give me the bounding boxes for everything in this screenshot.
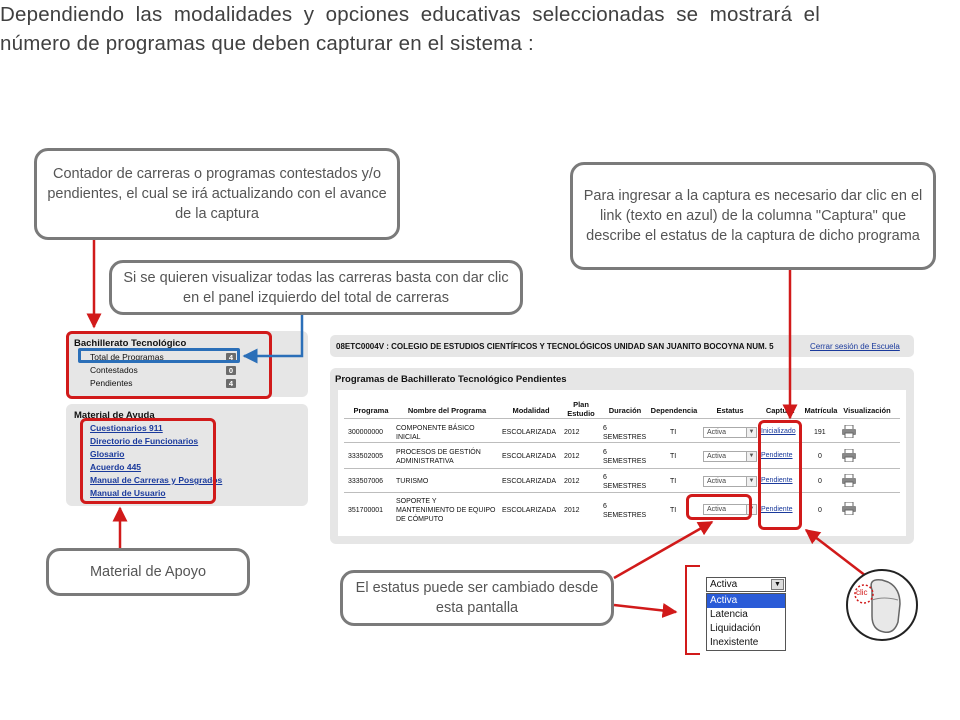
visualize-callout: Si se quieren visualizar todas las carreras basta con dar clic en el panel izquierdo del total de carreras bbox=[109, 260, 523, 315]
row3-status-value: Activa bbox=[707, 478, 727, 485]
row4-modalidad: ESCOLARIZADA bbox=[502, 507, 557, 514]
row3-programa: 333507006 bbox=[348, 478, 384, 485]
page-heading: Dependiendo las modalidades y opciones educativas seleccionadas se mostrará el número de programas que deben capturar en el sistema : bbox=[0, 3, 820, 55]
mouse-click-label: clic bbox=[856, 588, 868, 597]
col-header-plan: Plan Estudio bbox=[567, 400, 595, 418]
row4-status-value: Activa bbox=[707, 506, 727, 513]
help-link-manual-usuario[interactable]: Manual de Usuario bbox=[90, 488, 166, 498]
row4-programa: 351700001 bbox=[348, 507, 384, 514]
capture-callout: Para ingresar a la captura es necesario dar clic en el link (texto en azul) de la columna "Captura" que describe el estatus de la captura de dicho programa bbox=[570, 162, 936, 270]
row1-modalidad: ESCOLARIZADA bbox=[502, 429, 557, 436]
row1-plan: 2012 bbox=[564, 429, 580, 436]
mouse-arrow bbox=[806, 530, 866, 576]
status-option-liquidacion[interactable]: Liquidación bbox=[710, 623, 761, 634]
support-material-callout: Material de Apoyo bbox=[46, 548, 250, 596]
col-header-dependencia: Dependencia bbox=[650, 406, 698, 415]
chevron-down-icon: ▼ bbox=[746, 477, 756, 486]
row4-capture-link[interactable]: Pendiente bbox=[761, 506, 793, 513]
status-option-inexistente[interactable]: Inexistente bbox=[710, 637, 759, 648]
row3-plan: 2012 bbox=[564, 478, 580, 485]
col-header-modalidad: Modalidad bbox=[512, 406, 550, 415]
help-link-manual-carreras[interactable]: Manual de Carreras y Posgrados bbox=[90, 475, 223, 485]
total-programs-label[interactable]: Total de Programas bbox=[90, 352, 164, 362]
row3-capture-link[interactable]: Pendiente bbox=[761, 477, 793, 484]
help-link-cuestionarios[interactable]: Cuestionarios 911 bbox=[90, 423, 163, 433]
row1-duracion: 6 SEMESTRES bbox=[603, 425, 647, 441]
counter-callout: Contador de carreras o programas contestados y/o pendientes, el cual se irá actualizando con el avance de la captura bbox=[34, 148, 400, 240]
col-header-programa: Programa bbox=[353, 406, 389, 415]
dropdown-bracket bbox=[686, 566, 700, 654]
chevron-down-icon: ▼ bbox=[771, 579, 784, 590]
status-option-activa[interactable]: Activa bbox=[707, 594, 785, 608]
help-link-glosario[interactable]: Glosario bbox=[90, 449, 125, 459]
programs-panel-title: Programas de Bachillerato Tecnológico Pendientes bbox=[335, 374, 567, 385]
row1-capture-link[interactable]: Inicializado bbox=[761, 428, 796, 435]
total-programs-count: 4 bbox=[226, 353, 236, 362]
row2-capture-link[interactable]: Pendiente bbox=[761, 452, 793, 459]
sidebar-title: Bachillerato Tecnológico bbox=[74, 338, 187, 349]
row4-plan: 2012 bbox=[564, 507, 580, 514]
col-header-visualizacion: Visualización bbox=[843, 406, 891, 415]
status-callout: El estatus puede ser cambiado desde esta pantalla bbox=[340, 570, 614, 626]
logout-link[interactable]: Cerrar sesión de Escuela bbox=[810, 342, 900, 351]
school-name: 08ETC0004V : COLEGIO DE ESTUDIOS CIENTÍFICOS Y TECNOLÓGICOS UNIDAD SAN JUANITO BOCOYNA NUM. 5 bbox=[336, 342, 774, 351]
status-option-latencia[interactable]: Latencia bbox=[710, 609, 748, 620]
row4-matricula: 0 bbox=[818, 507, 822, 514]
row1-status-value: Activa bbox=[707, 429, 727, 436]
row2-nombre: PROCESOS DE GESTIÓN ADMINISTRATIVA bbox=[396, 449, 481, 465]
row2-duracion: 6 SEMESTRES bbox=[603, 449, 647, 465]
row3-dependencia: TI bbox=[670, 478, 677, 485]
row2-programa: 333502005 bbox=[348, 453, 384, 460]
row3-modalidad: ESCOLARIZADA bbox=[502, 478, 557, 485]
row3-matricula: 0 bbox=[818, 478, 822, 485]
status-dropdown-value: Activa bbox=[710, 579, 738, 590]
row4-nombre: SOPORTE Y MANTENIMIENTO DE EQUIPO DE CÓMPUTO bbox=[396, 498, 496, 523]
answered-programs-count: 0 bbox=[226, 366, 236, 375]
help-link-directorio[interactable]: Directorio de Funcionarios bbox=[90, 436, 199, 446]
status-cell-arrow bbox=[614, 522, 712, 578]
row1-nombre: COMPONENTE BÁSICO INICIAL bbox=[396, 425, 475, 441]
pending-programs-count: 4 bbox=[226, 379, 236, 388]
help-link-acuerdo[interactable]: Acuerdo 445 bbox=[90, 462, 142, 472]
col-header-estatus: Estatus bbox=[716, 406, 744, 415]
help-material-title: Material de Ayuda bbox=[74, 410, 155, 421]
row2-status-value: Activa bbox=[707, 453, 727, 460]
answered-programs-label[interactable]: Contestados bbox=[90, 365, 138, 375]
chevron-down-icon: ▼ bbox=[746, 428, 756, 437]
pending-programs-label[interactable]: Pendientes bbox=[90, 378, 133, 388]
col-header-duracion: Duración bbox=[608, 406, 642, 415]
row3-nombre: TURISMO bbox=[396, 478, 429, 485]
status-dropdown-arrow bbox=[614, 605, 676, 612]
row1-programa: 300000000 bbox=[348, 429, 384, 436]
chevron-down-icon: ▼ bbox=[746, 452, 756, 461]
row1-matricula: 191 bbox=[814, 429, 826, 436]
row4-dependencia: TI bbox=[670, 507, 677, 514]
chevron-down-icon: ▼ bbox=[746, 505, 756, 514]
col-header-matricula: Matrícula bbox=[804, 406, 838, 415]
col-header-nombre: Nombre del Programa bbox=[407, 406, 487, 415]
row4-duracion: 6 SEMESTRES bbox=[603, 503, 647, 519]
row2-dependencia: TI bbox=[670, 453, 677, 460]
row2-plan: 2012 bbox=[564, 453, 580, 460]
row3-duracion: 6 SEMESTRES bbox=[603, 474, 647, 490]
row2-matricula: 0 bbox=[818, 453, 822, 460]
visualize-arrow bbox=[244, 315, 302, 356]
row1-dependencia: TI bbox=[670, 429, 677, 436]
row2-modalidad: ESCOLARIZADA bbox=[502, 453, 557, 460]
col-header-captura: Captura bbox=[765, 406, 795, 415]
